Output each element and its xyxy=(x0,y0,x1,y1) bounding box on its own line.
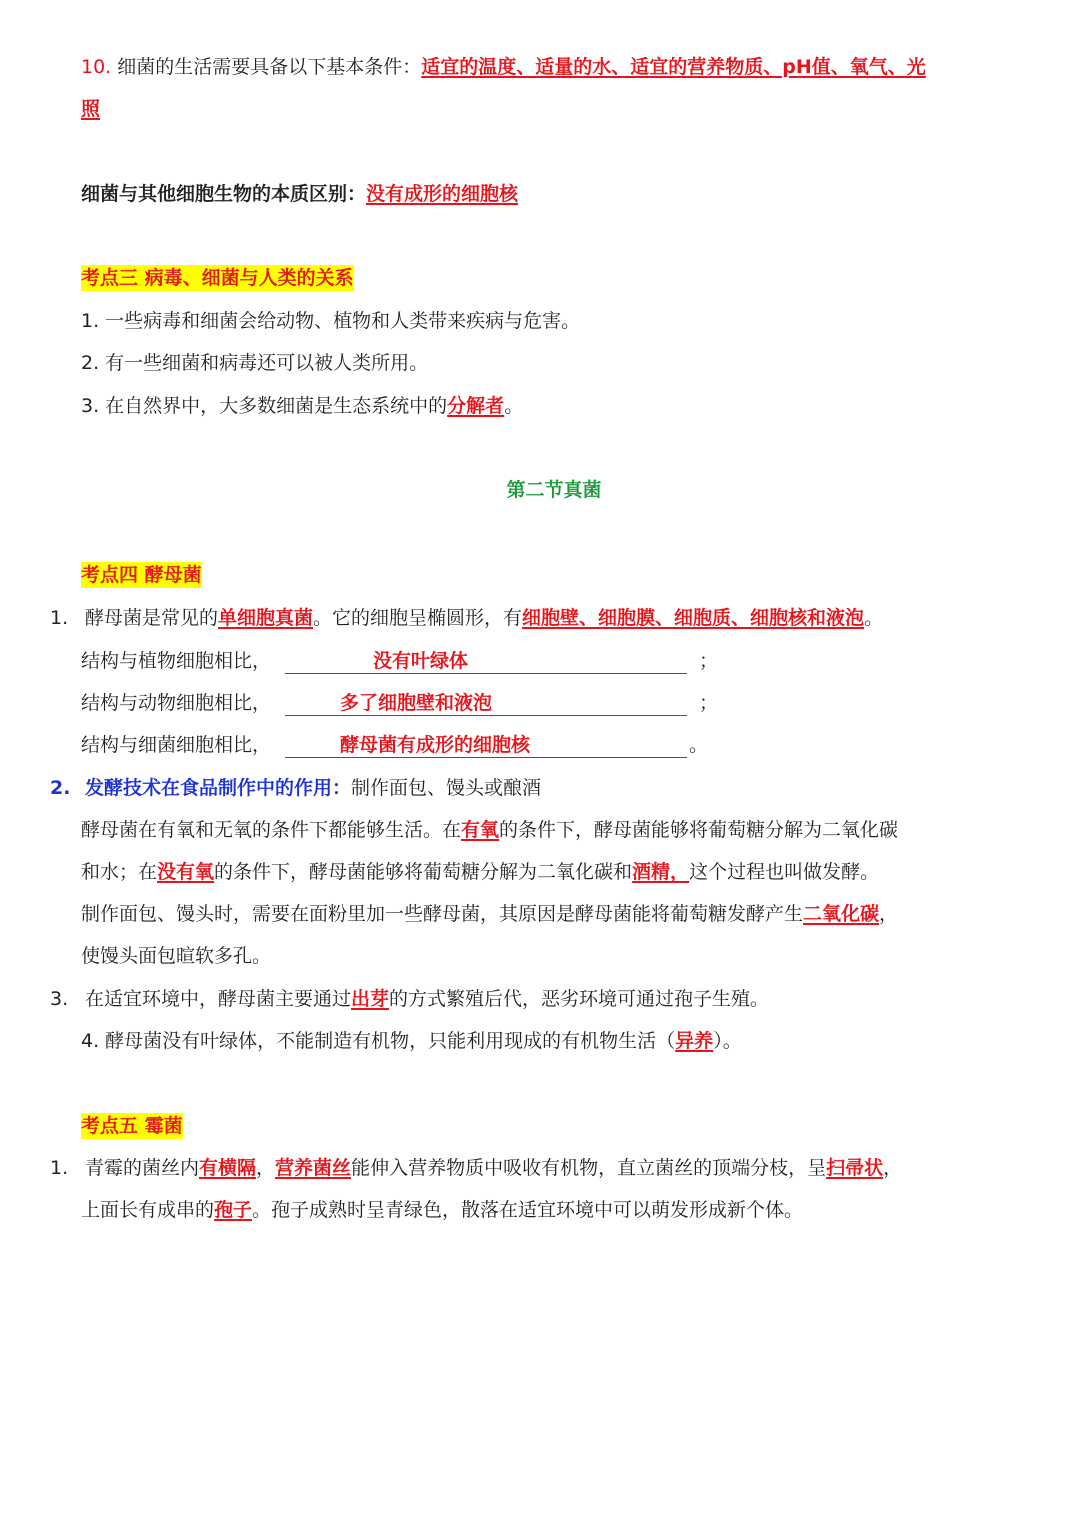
compare-plant xyxy=(81,648,718,674)
compare-plant-blank xyxy=(285,648,687,674)
compare-plant-label: 结构与植物细胞相比， xyxy=(81,650,272,672)
item4-text-b: ）。 xyxy=(713,1030,742,1052)
fermentation-uses: 制作面包、馒头或酿酒 xyxy=(351,777,542,799)
kaodian3-title: 考点三 病毒、细菌与人类的关系 xyxy=(81,267,354,289)
paragraph-10 xyxy=(81,54,926,80)
broom-shape-answer: 扫帚状 xyxy=(826,1157,884,1179)
item3-text: 3. 在自然界中，大多数细菌是生态系统中的 xyxy=(81,395,448,417)
kaodian3-heading xyxy=(81,265,354,291)
kaodian3-item-1: 1. 一些病毒和细菌会给动物、植物和人类带来疾病与危害。 xyxy=(81,310,581,332)
compare-plant-answer: 没有叶绿体 xyxy=(373,650,469,672)
kd4-item-1 xyxy=(85,605,883,631)
f3-text-a: 制作面包、馒头时，需要在面粉里加一些酵母菌，其原因是酵母菌能将葡萄糖发酵产生 xyxy=(81,903,804,925)
vegetative-hyphae-answer: 营养菌丝 xyxy=(275,1157,352,1179)
mold-text-e: 上面长有成串的 xyxy=(81,1199,215,1221)
kd4-number-2: 2. xyxy=(50,777,71,799)
item1-text-a: 酵母菌是常见的 xyxy=(85,607,219,629)
difference-label: 细菌与其他细胞生物的本质区别： xyxy=(81,183,367,205)
anaerobic-answer: 没有氧 xyxy=(157,861,215,883)
kd4-number-1: 1. xyxy=(50,607,69,629)
f2-text-b: 的条件下，酵母菌能够将葡萄糖分解为二氧化碳和 xyxy=(214,861,633,883)
difference-answer: 没有成形的细胞核 xyxy=(366,183,519,205)
section-title: 第二节真菌 xyxy=(506,479,602,501)
compare-animal-label: 结构与动物细胞相比， xyxy=(81,692,272,714)
item4-text-a: 4. 酵母菌没有叶绿体，不能制造有机物，只能利用现成的有机物生活（ xyxy=(81,1030,676,1052)
alcohol-answer: 酒精， xyxy=(632,861,690,883)
kd5-item-1-continued xyxy=(81,1197,803,1223)
fermentation-title: 发酵技术在食品制作中的作用： xyxy=(85,777,352,799)
kaodian5-heading xyxy=(81,1113,183,1139)
compare-animal-answer: 多了细胞壁和液泡 xyxy=(340,692,493,714)
item3-text-a: 在适宜环境中，酵母菌主要通过 xyxy=(85,988,352,1010)
paragraph-text: 细菌的生活需要具备以下基本条件： xyxy=(117,56,422,78)
item3-end: 。 xyxy=(504,395,524,417)
mold-text-c: 能伸入营养物质中吸收有机物，直立菌丝的顶端分枝，呈 xyxy=(351,1157,827,1179)
kaodian4-title: 考点四 酵母菌 xyxy=(81,564,202,586)
compare-plant-end: ； xyxy=(699,650,719,672)
mold-text-f: 。孢子成熟时呈青绿色，散落在适宜环境中可以萌发形成新个体。 xyxy=(252,1199,804,1221)
cell-structure-answer: 细胞壁、细胞膜、细胞质、细胞核和液泡 xyxy=(522,607,865,629)
compare-bacteria-end: 。 xyxy=(689,734,709,756)
kaodian5-title: 考点五 霉菌 xyxy=(81,1115,183,1137)
fermentation-line-1 xyxy=(81,817,898,843)
item3-text-b: 的方式繁殖后代，恶劣环境可通过孢子生殖。 xyxy=(389,988,770,1010)
compare-bacteria-answer: 酵母菌有成形的细胞核 xyxy=(340,734,531,756)
mold-text-d: ， xyxy=(883,1157,903,1179)
item1-text-b: 。它的细胞呈椭圆形，有 xyxy=(313,607,523,629)
compare-animal-end: ； xyxy=(699,692,719,714)
mold-text-a: 青霉的菌丝内 xyxy=(85,1157,200,1179)
answer-conditions: 适宜的温度、适量的水、适宜的营养物质、pH值、氧气、光 xyxy=(421,56,926,78)
paragraph-10-continued xyxy=(81,96,100,122)
co2-answer: 二氧化碳 xyxy=(803,903,880,925)
kd4-item-4 xyxy=(81,1028,742,1054)
septa-answer: 有横隔 xyxy=(199,1157,257,1179)
compare-bacteria-blank xyxy=(285,732,687,758)
budding-answer: 出芽 xyxy=(351,988,390,1010)
item-number: 10. xyxy=(81,56,112,78)
unicellular-fungus-answer: 单细胞真菌 xyxy=(218,607,314,629)
kd4-item-3 xyxy=(85,986,769,1012)
kaodian4-heading xyxy=(81,562,202,588)
fermentation-line-3 xyxy=(81,901,898,927)
f3-text-b: ， xyxy=(879,903,899,925)
heterotrophic-answer: 异养 xyxy=(675,1030,714,1052)
kaodian3-item-3 xyxy=(81,393,523,419)
kd4-item-2 xyxy=(85,775,541,801)
f2-text-a: 和水；在 xyxy=(81,861,158,883)
f2-text-c: 这个过程也叫做发酵。 xyxy=(689,861,880,883)
kd5-item-1 xyxy=(85,1155,902,1181)
compare-bacteria xyxy=(81,732,708,758)
kaodian3-item-2: 2. 有一些细菌和病毒还可以被人类所用。 xyxy=(81,352,429,374)
kd5-number-1: 1. xyxy=(50,1157,69,1179)
decomposer-answer: 分解者 xyxy=(447,395,505,417)
f1-text-a: 酵母菌在有氧和无氧的条件下都能够生活。在 xyxy=(81,819,462,841)
answer-conditions-end: 照 xyxy=(81,98,101,120)
aerobic-answer: 有氧 xyxy=(461,819,500,841)
f1-text-b: 的条件下，酵母菌能够将葡萄糖分解为二氧化碳 xyxy=(499,819,899,841)
compare-animal xyxy=(81,690,718,716)
fermentation-line-4: 使馒头面包暄软多孔。 xyxy=(81,945,272,967)
fermentation-line-2 xyxy=(81,859,879,885)
difference-paragraph xyxy=(81,181,518,207)
item1-text-c: 。 xyxy=(864,607,884,629)
compare-animal-blank xyxy=(285,690,687,716)
mold-text-b: ， xyxy=(256,1157,276,1179)
spore-answer: 孢子 xyxy=(214,1199,253,1221)
kd4-number-3: 3. xyxy=(50,988,69,1010)
compare-bacteria-label: 结构与细菌细胞相比， xyxy=(81,734,272,756)
